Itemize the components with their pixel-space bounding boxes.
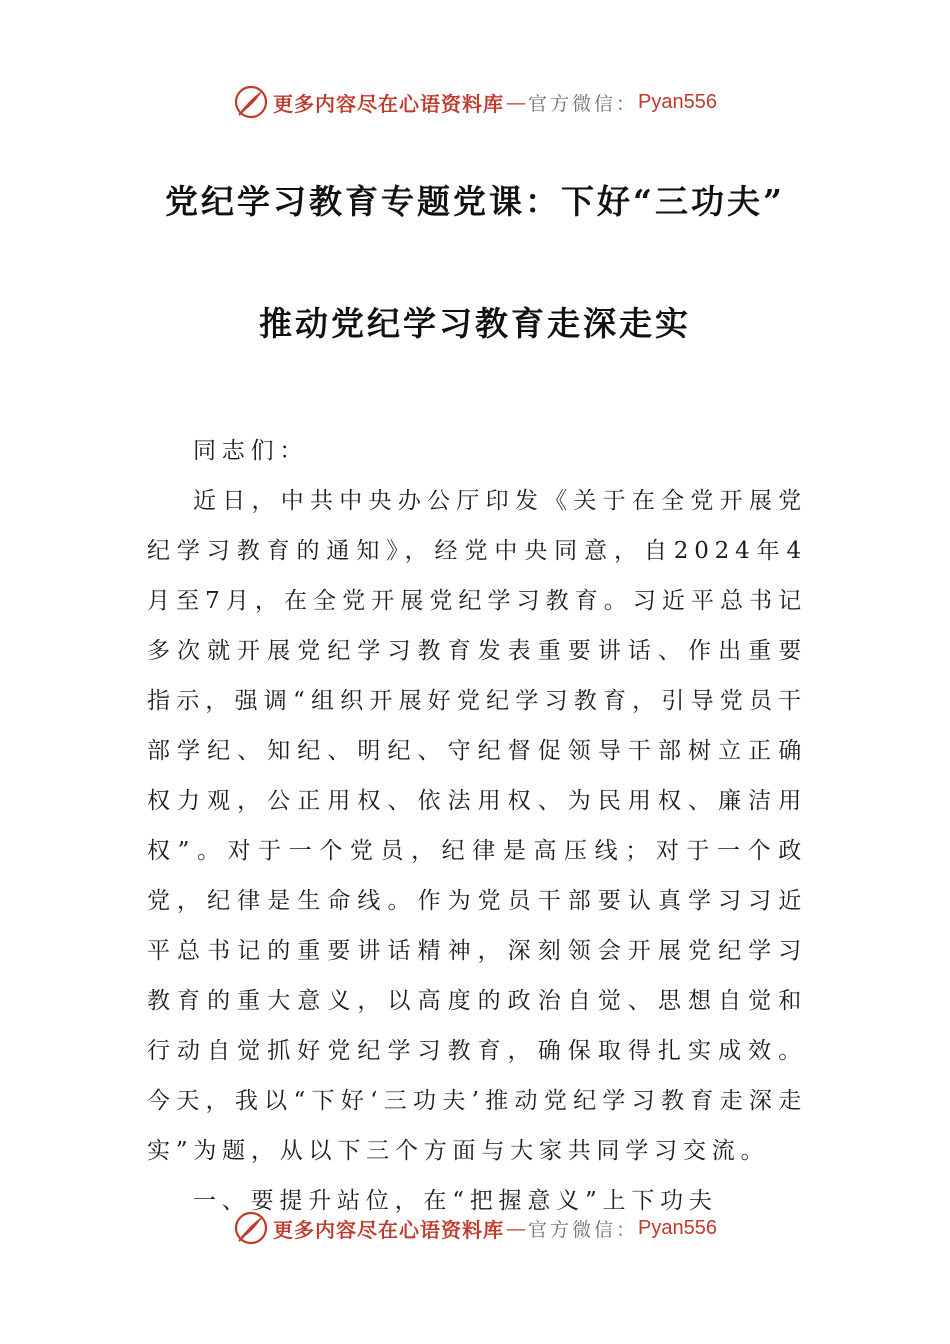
- quill-logo-icon: [233, 1210, 269, 1246]
- paragraph: 近日，中共中央办公厅印发《关于在全党开展党纪学习教育的通知》，经党中央同意，自2024年4月至7月，在全党开展党纪学习教育。习近平总书记多次就开展党纪学习教育发表重要讲话、作出重要指示，强调“组织开展好党纪学习教育，引导党员干部学纪、知纪、明纪、守纪督促领导干部树立正确权力观，公正用权、依法用权、为民用权、廉洁用权”。对于一个党员，纪律是高压线；对于一个政党，纪律是生命线。作为党员干部要认真学习习近平总书记的重要讲话精神，深刻领会开展党纪学习教育的重大意义，以高度的政治自觉、思想自觉和行动自觉抓好党纪学习教育，确保取得扎实成效。今天，我以“下好‘三功夫’推动党纪学习教育走深走实”为题，从以下三个方面与大家共同学习交流。: [147, 488, 807, 1164]
- document-body: [147, 426, 807, 1226]
- watermark-brand: 更多内容尽在心语资料库: [273, 1217, 504, 1242]
- salutation: 同志们：: [193, 438, 309, 464]
- watermark-brand: 更多内容尽在心语资料库: [273, 91, 504, 116]
- watermark-handle: Pyan556: [638, 90, 717, 113]
- document-title-line2: 推动党纪学习教育走深走实: [259, 304, 691, 343]
- document-title-line1: 党纪学习教育专题党课：下好“三功夫”: [165, 182, 785, 221]
- watermark-separator: —: [506, 1216, 526, 1240]
- watermark-handle: Pyan556: [638, 1216, 717, 1239]
- quill-logo-icon: [233, 84, 269, 120]
- watermark-separator: —: [506, 90, 526, 114]
- header-watermark: [0, 82, 950, 122]
- footer-watermark: [0, 1208, 950, 1248]
- watermark-label: 官方微信：: [528, 92, 639, 115]
- section-heading: 一、要提升站位，在“把握意义”上下功夫: [193, 1188, 718, 1214]
- watermark-label: 官方微信：: [528, 1218, 639, 1241]
